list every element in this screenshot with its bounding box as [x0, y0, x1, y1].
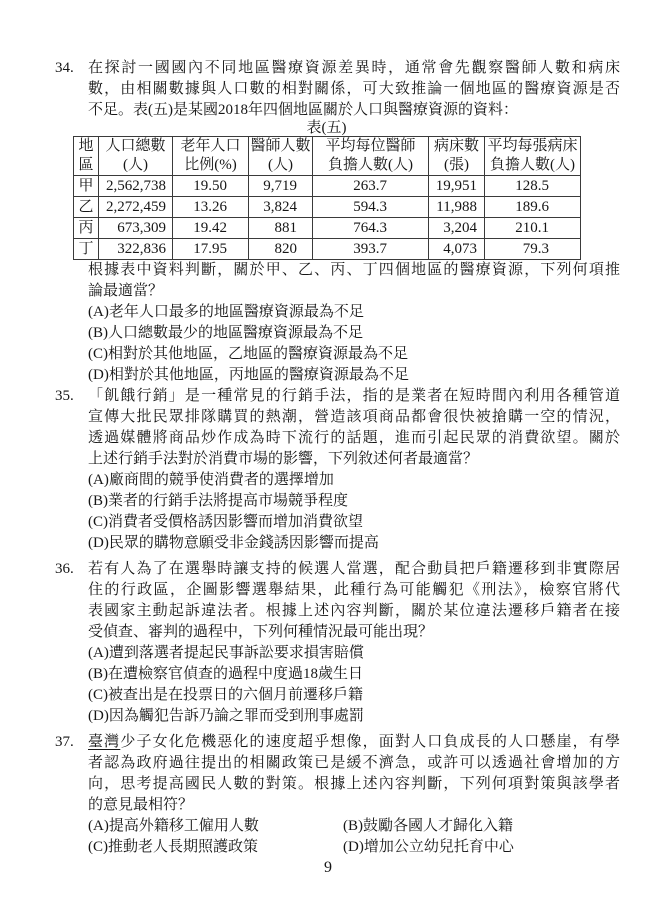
option-b: (B)業者的行銷手法將提高市場競爭程度 — [88, 493, 348, 509]
header-hospital-beds: 病床數 (張) — [429, 137, 485, 176]
header-physicians: 醫師人數 (人) — [249, 137, 313, 176]
stem-line: 透過媒體將商品炒作成為時下流行的話題，進而引起民眾的消費欲望。關於 — [88, 430, 620, 446]
option-d: (D)相對於其他地區，丙地區的醫療資源最為不足 — [88, 367, 409, 383]
stem-line: 「飢餓行銷」是一種常見的行銷手法，指的是業者在短時間內利用各種管道 — [88, 388, 620, 404]
stem-line: 向，思考提高國民人數的對策。根據上述內容判斷，下列何項對策與該學者 — [88, 776, 620, 792]
question-body — [88, 386, 620, 554]
header-people-per-bed: 平均每張病床 負擔人數(人) — [485, 137, 581, 176]
medical-resources-table — [73, 136, 581, 260]
header-people-per-physician: 平均每位醫師 負擔人數(人) — [313, 137, 429, 176]
question-35 — [55, 386, 620, 554]
option-b: (B)人口總數最少的地區醫療資源最為不足 — [88, 325, 363, 341]
stem-line: 論最適當？ — [88, 283, 164, 299]
option-a: (A)提高外籍移工僱用人數 — [88, 818, 259, 834]
option-row — [88, 837, 620, 858]
option-d: (D)民眾的購物意願受非金錢誘因影響而提高 — [88, 535, 379, 551]
question-number: 35. — [55, 388, 74, 404]
option-b: (B)在遭檢察官偵查的過程中度過18歲生日 — [88, 666, 363, 682]
stem-line: 臺灣少子女化危機惡化的速度超乎想像，面對人口負成長的人口懸崖，有學 — [88, 734, 620, 750]
stem-line: 住的行政區，企圖影響選舉結果，此種行為可能觸犯《刑法》，檢察官將代 — [88, 582, 620, 598]
stem-line: 上述行銷手法對於消費市場的影響，下列敘述何者最適當？ — [88, 451, 479, 467]
stem-line: 在探討一國國內不同地區醫療資源差異時，通常會先觀察醫師人數和病床 — [88, 60, 620, 76]
table-caption: 表(五) — [306, 120, 347, 136]
stem-line: 者認為政府過往提出的相關政策已是緩不濟急，或許可以透過社會增加的方 — [88, 755, 620, 771]
option-b: (B)鼓勵各國人才歸化入籍 — [343, 818, 513, 834]
question-body — [88, 732, 620, 858]
stem-line: 宣傳大批民眾排隊購買的熱潮，營造該項商品都會很快被搶購一空的情況， — [88, 409, 620, 425]
stem-line: 若有人為了在選舉時讓支持的候選人當選，配合動員把戶籍遷移到非實際居 — [88, 561, 620, 577]
table-header-row — [74, 137, 581, 176]
option-c: (C)消費者受價格誘因影響而增加消費欲望 — [88, 514, 363, 530]
question-number: 34. — [55, 60, 74, 76]
question-body — [88, 559, 620, 727]
header-elderly-ratio: 老年人口 比例(%) — [173, 137, 249, 176]
option-a: (A)遭到落選者提起民事訴訟要求損害賠償 — [88, 645, 364, 661]
question-number: 37. — [55, 734, 74, 750]
option-a: (A)老年人口最多的地區醫療資源最為不足 — [88, 304, 364, 320]
question-37 — [55, 732, 620, 858]
stem-line: 表國家主動起訴違法者。根據上述內容判斷，關於某位違法遷移戶籍者在接 — [88, 603, 620, 619]
header-population: 人口總數 (人) — [99, 137, 173, 176]
question-34 — [55, 58, 620, 386]
option-row — [88, 816, 620, 837]
header-region: 地 區 — [74, 137, 99, 176]
table-row-region-bing: 丙 673,309 19.42 881 764.3 3,204 210.1 — [74, 218, 581, 239]
stem-line: 數，由相關數據與人口數的相對關係，可大致推論一個地區的醫療資源是否 — [88, 81, 620, 97]
option-c: (C)相對於其他地區，乙地區的醫療資源最為不足 — [88, 346, 408, 362]
stem-line: 受偵查、審判的過程中，下列何種情況最可能出現？ — [88, 624, 434, 640]
question-body — [78, 58, 620, 386]
table-row-region-jia: 甲 2,562,738 19.50 9,719 263.7 19,951 128.5 — [74, 176, 581, 197]
question-36 — [55, 559, 620, 727]
option-c: (C)被查出是在投票日的六個月前遷移戶籍 — [88, 687, 363, 703]
option-a: (A)廠商間的競爭使消費者的選擇增加 — [88, 472, 334, 488]
page-number: 9 — [324, 859, 332, 876]
option-c: (C)推動老人長期照護政策 — [88, 839, 258, 855]
stem-line: 根據表中資料判斷，關於甲、乙、丙、丁四個地區的醫療資源，下列何項推 — [88, 262, 620, 278]
table-row-region-yi: 乙 2,272,459 13.26 3,824 594.3 11,988 189.6 — [74, 197, 581, 218]
stem-line: 的意見最相符？ — [88, 797, 194, 813]
stem-line: 不足。表(五)是某國2018年四個地區關於人口與醫療資源的資料： — [88, 102, 518, 118]
question-number: 36. — [55, 561, 74, 577]
option-d: (D)增加公立幼兒托育中心 — [343, 839, 514, 855]
option-d: (D)因為觸犯告訴乃論之罪而受到刑事處罰 — [88, 708, 364, 724]
underlined-taiwan: 臺灣 — [88, 734, 121, 750]
table-row-region-ding: 丁 322,836 17.95 820 393.7 4,073 79.3 — [74, 239, 581, 260]
